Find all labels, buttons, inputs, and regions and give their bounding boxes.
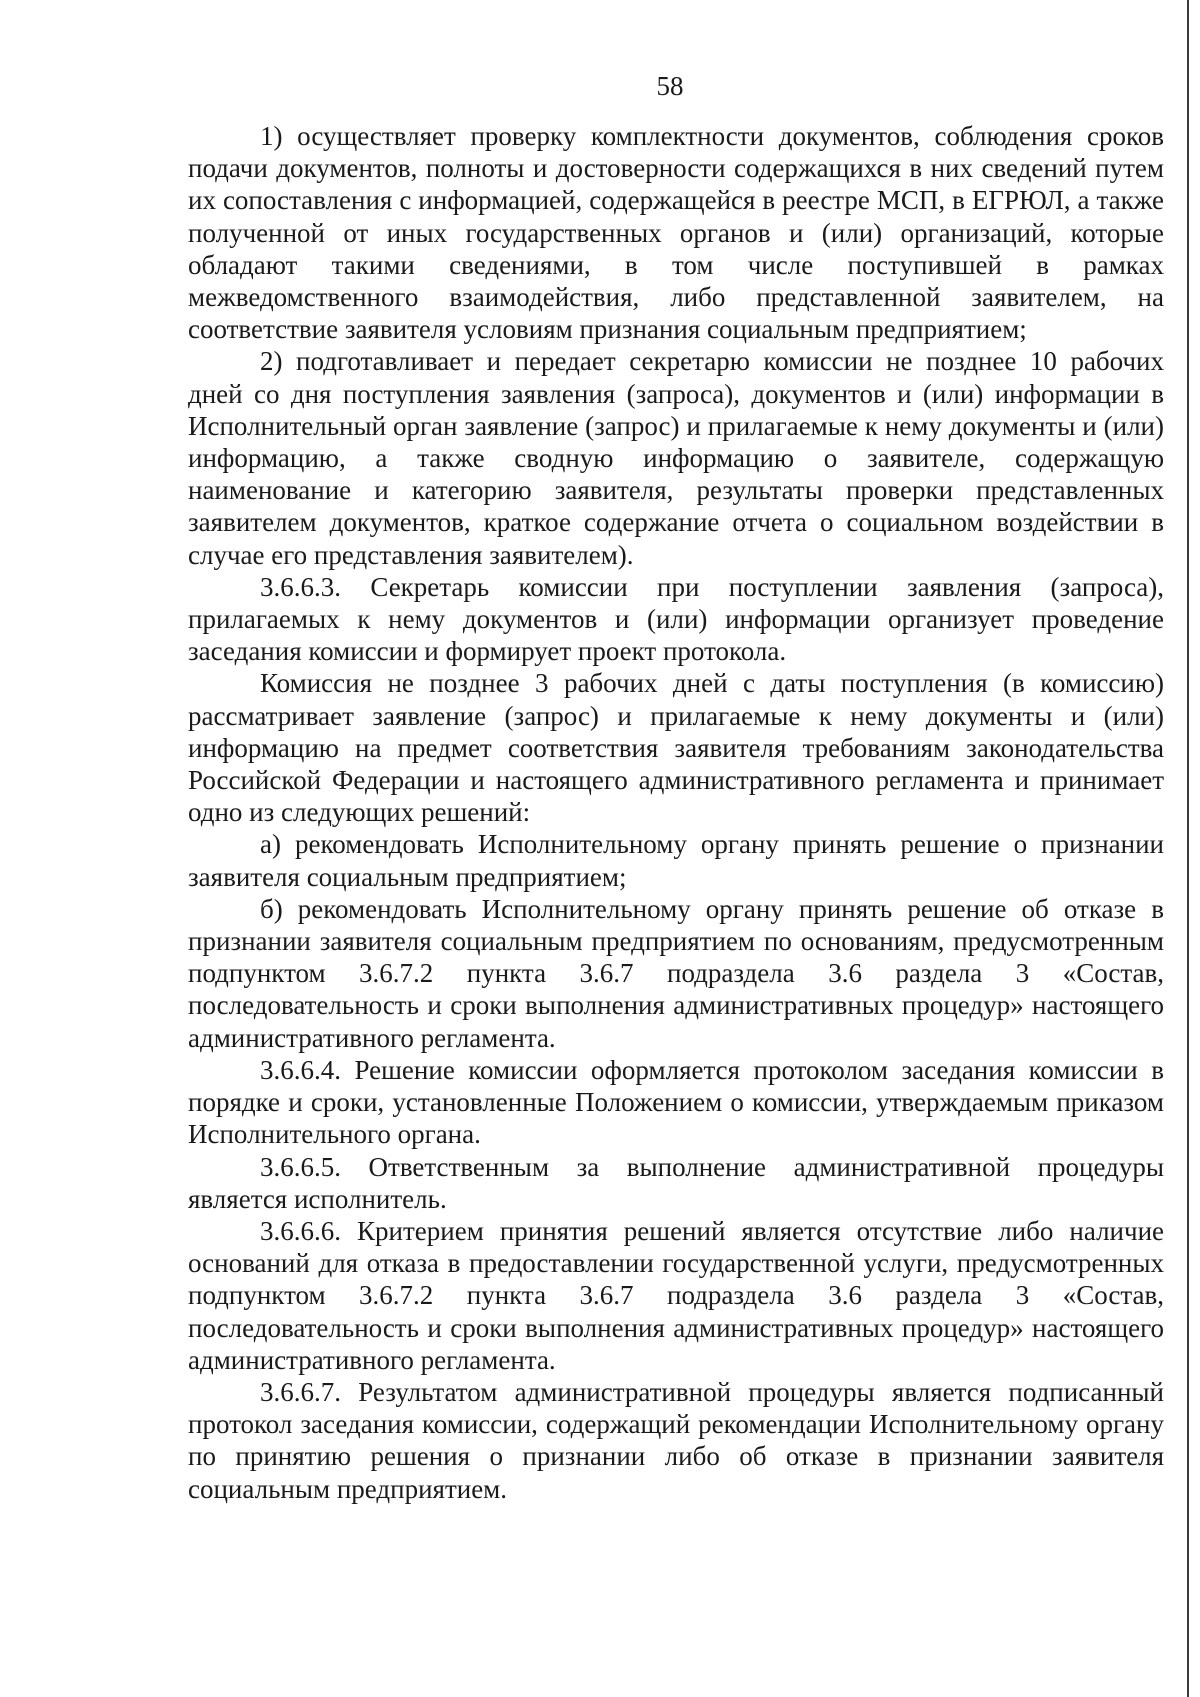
paragraph-3-6-6-5: 3.6.6.5. Ответственным за выполнение административной процедуры является исполнитель. — [188, 1151, 1164, 1214]
scan-edge-line — [1187, 0, 1189, 1697]
paragraph-commission: Комиссия не позднее 3 рабочих дней с даты поступления (в комиссию) рассматривает заявление (запрос) и прилагаемые к нему документы и (или) информацию на предмет соответствия заявителя требованиям законодательства Российской Федерации и настоящего административного регламента и принимает одно из следующих решений: — [188, 668, 1164, 828]
paragraph-item-2: 2) подготавливает и передает секретарю комиссии не позднее 10 рабочих дней со дня поступления заявления (запроса), документов и (или) информации в Исполнительный орган заявление (запрос) и прилагаемые к нему документы и (или) информацию, а также сводную информацию о заявителе, содержащую наименование и категорию заявителя, результаты проверки представленных заявителем документов, краткое содержание отчета о социальном воздействии в случае его представления заявителем). — [188, 346, 1164, 570]
document-body — [188, 120, 1164, 1505]
paragraph-item-1: 1) осуществляет проверку комплектности документов, соблюдения сроков подачи документов, полноты и достоверности содержащихся в них сведений путем их сопоставления с информацией, содержащейся в реестре МСП, в ЕГРЮЛ, а также полученной от иных государственных органов и (или) организаций, которые обладают такими сведениями, в том числе поступившей в рамках межведомственного взаимодействия, либо представленной заявителем, на соответствие заявителя условиям признания социальным предприятием; — [188, 121, 1164, 345]
paragraph-3-6-6-6: 3.6.6.6. Критерием принятия решений является отсутствие либо наличие оснований для отказа в предоставлении государственной услуги, предусмотренных подпунктом 3.6.7.2 пункта 3.6.7 подраздела 3.6 раздела 3 «Состав, последовательность и сроки выполнения административных процедур» настоящего административного регламента. — [188, 1215, 1164, 1375]
paragraph-3-6-6-7: 3.6.6.7. Результатом административной процедуры является подписанный протокол заседания комиссии, содержащий рекомендации Исполнительному органу по принятию решения о признании либо об отказе в признании заявителя социальным предприятием. — [188, 1376, 1164, 1504]
paragraph-3-6-6-3: 3.6.6.3. Секретарь комиссии при поступлении заявления (запроса), прилагаемых к нему документов и (или) информации организует проведение заседания комиссии и формирует проект протокола. — [188, 571, 1164, 667]
paragraph-item-a: а) рекомендовать Исполнительному органу принять решение о признании заявителя социальным предприятием; — [188, 829, 1164, 892]
paragraph-3-6-6-4: 3.6.6.4. Решение комиссии оформляется протоколом заседания комиссии в порядке и сроки, установленные Положением о комиссии, утверждаемым приказом Исполнительного органа. — [188, 1054, 1164, 1150]
page-number: 58 — [656, 71, 684, 101]
paragraph-item-b: б) рекомендовать Исполнительному органу принять решение об отказе в признании заявителя социальным предприятием по основаниям, предусмотренным подпунктом 3.6.7.2 пункта 3.6.7 подраздела 3.6 раздела 3 «Состав, последовательность и сроки выполнения административных процедур» настоящего административного регламента. — [188, 893, 1164, 1053]
